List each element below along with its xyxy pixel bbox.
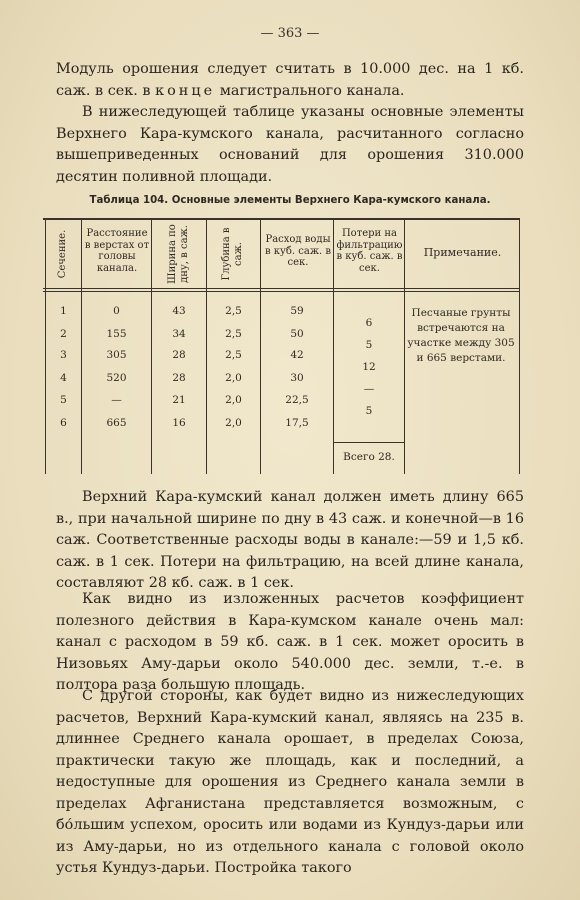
header-section: Сечение.: [57, 229, 68, 279]
cell-distance: 520: [106, 372, 127, 384]
cell-flow: 17,5: [285, 417, 309, 429]
cell-loss: 6: [365, 317, 373, 329]
column-divider: [260, 218, 261, 474]
cell-section: 3: [60, 349, 67, 361]
cell-flow: 22,5: [285, 394, 309, 406]
page-number: — 363 —: [260, 26, 320, 41]
emphasized-word: конце: [155, 82, 216, 99]
cell-section: 1: [60, 305, 67, 317]
cell-note: Песчаные грунты встречаются на участке между 305 и 665 верстами.: [407, 307, 515, 364]
column-divider: [404, 218, 405, 474]
cell-loss: 12: [362, 361, 376, 373]
paragraph-text: Модуль орошения следует считать в 10.000 дес. на 1 кб. саж. в сек. в: [56, 61, 524, 99]
table-caption: Таблица 104. Основные элементы Верхнего Кара-кумского канала.: [89, 195, 491, 206]
cell-distance: 665: [106, 417, 127, 429]
column-divider: [81, 218, 82, 474]
table-border-right: [519, 218, 520, 474]
cell-section: 4: [60, 372, 67, 384]
paragraph-text: магистрального канала.: [215, 82, 405, 99]
cell-width: 28: [172, 372, 186, 384]
cell-loss-total: Всего 28.: [343, 451, 395, 463]
cell-distance: 305: [106, 349, 127, 361]
cell-loss: —: [363, 383, 375, 395]
cell-depth: 2,5: [225, 305, 242, 317]
cell-section: 2: [60, 328, 67, 340]
cell-distance: 0: [113, 305, 120, 317]
paragraph-efficiency: Как видно из изложенных расчетов коэффициент полезного действия в Кара-кумском канале очень мал: канал с расходом в 59 кб. саж. в 1 сек. может оросить в Низовьях Аму-дарьи около 540.000 дес. земли, т.-е. в полтора раза большую площадь.: [56, 591, 524, 693]
cell-loss: 5: [365, 405, 373, 417]
cell-width: 43: [172, 305, 186, 317]
column-divider: [206, 218, 207, 474]
cell-flow: 50: [290, 328, 304, 340]
cell-depth: 2,0: [225, 394, 242, 406]
header-flow: Расход воды в куб. саж. в сек.: [264, 234, 332, 268]
paragraph-comparison: С другой стороны, как будет видно из нижеследующих расчетов, Верхний Кара-кумский канал, являясь на 235 в. длиннее Среднего канала орошает, в пределах Союза, практически такую же площадь, как и последний, а недоступные для орошения из Среднего канала земли в пределах Афганистана представляется возможным, с бо́льшим успехом, оросить или водами из Кундуз-дарьи или из Аму-дарьи, но из отдельного канала с головой около устья Кундуз-дарьи. Постройка такого: [56, 688, 524, 876]
cell-width: 28: [172, 349, 186, 361]
cell-section: 5: [60, 394, 67, 406]
header-width: Ширина по дну, в саж.: [167, 224, 190, 284]
table-header-separator-double: [43, 291, 520, 292]
header-distance: Расстояние в верстах от головы канала.: [84, 228, 150, 274]
cell-depth: 2,0: [225, 372, 242, 384]
cell-width: 21: [172, 394, 186, 406]
header-note: Примечание.: [423, 246, 502, 259]
table-border-top: [43, 218, 520, 220]
canal-elements-table: [43, 218, 520, 474]
header-losses: Потери на фильтрацию в куб. саж. в сек.: [336, 228, 403, 274]
cell-depth: 2,5: [225, 328, 242, 340]
header-depth: Глубина в саж.: [221, 227, 244, 281]
cell-width: 16: [172, 417, 186, 429]
cell-flow: 59: [290, 305, 304, 317]
column-divider: [151, 218, 152, 474]
cell-flow: 30: [290, 372, 304, 384]
table-border-left: [45, 218, 46, 474]
table-header-separator: [43, 288, 520, 289]
cell-loss: 5: [365, 339, 373, 351]
paragraph-irrigation-module: [56, 59, 524, 102]
paragraph-canal-length: Верхний Кара-кумский канал должен иметь длину 665 в., при начальной ширине по дну в 43 саж. и конечной—в 16 саж. Соответственные расходы воды в канале:—59 и 1,5 кб. саж. в 1 сек. Потери на фильтрацию, на всей длине канала, составляют 28 кб. саж. в 1 сек.: [56, 489, 524, 591]
cell-distance: 155: [106, 328, 127, 340]
cell-section: 6: [60, 417, 67, 429]
cell-depth: 2,0: [225, 417, 242, 429]
cell-flow: 42: [290, 349, 304, 361]
cell-width: 34: [172, 328, 186, 340]
cell-depth: 2,5: [225, 349, 242, 361]
paragraph-table-intro: В нижеследующей таблице указаны основные элементы Верхнего Кара-кумского канала, расчитанного согласно вышеприведенных оснований для орошения 310.000 десятин поливной площади.: [56, 104, 524, 185]
cell-distance: —: [111, 394, 122, 406]
loss-total-separator: [333, 442, 404, 443]
